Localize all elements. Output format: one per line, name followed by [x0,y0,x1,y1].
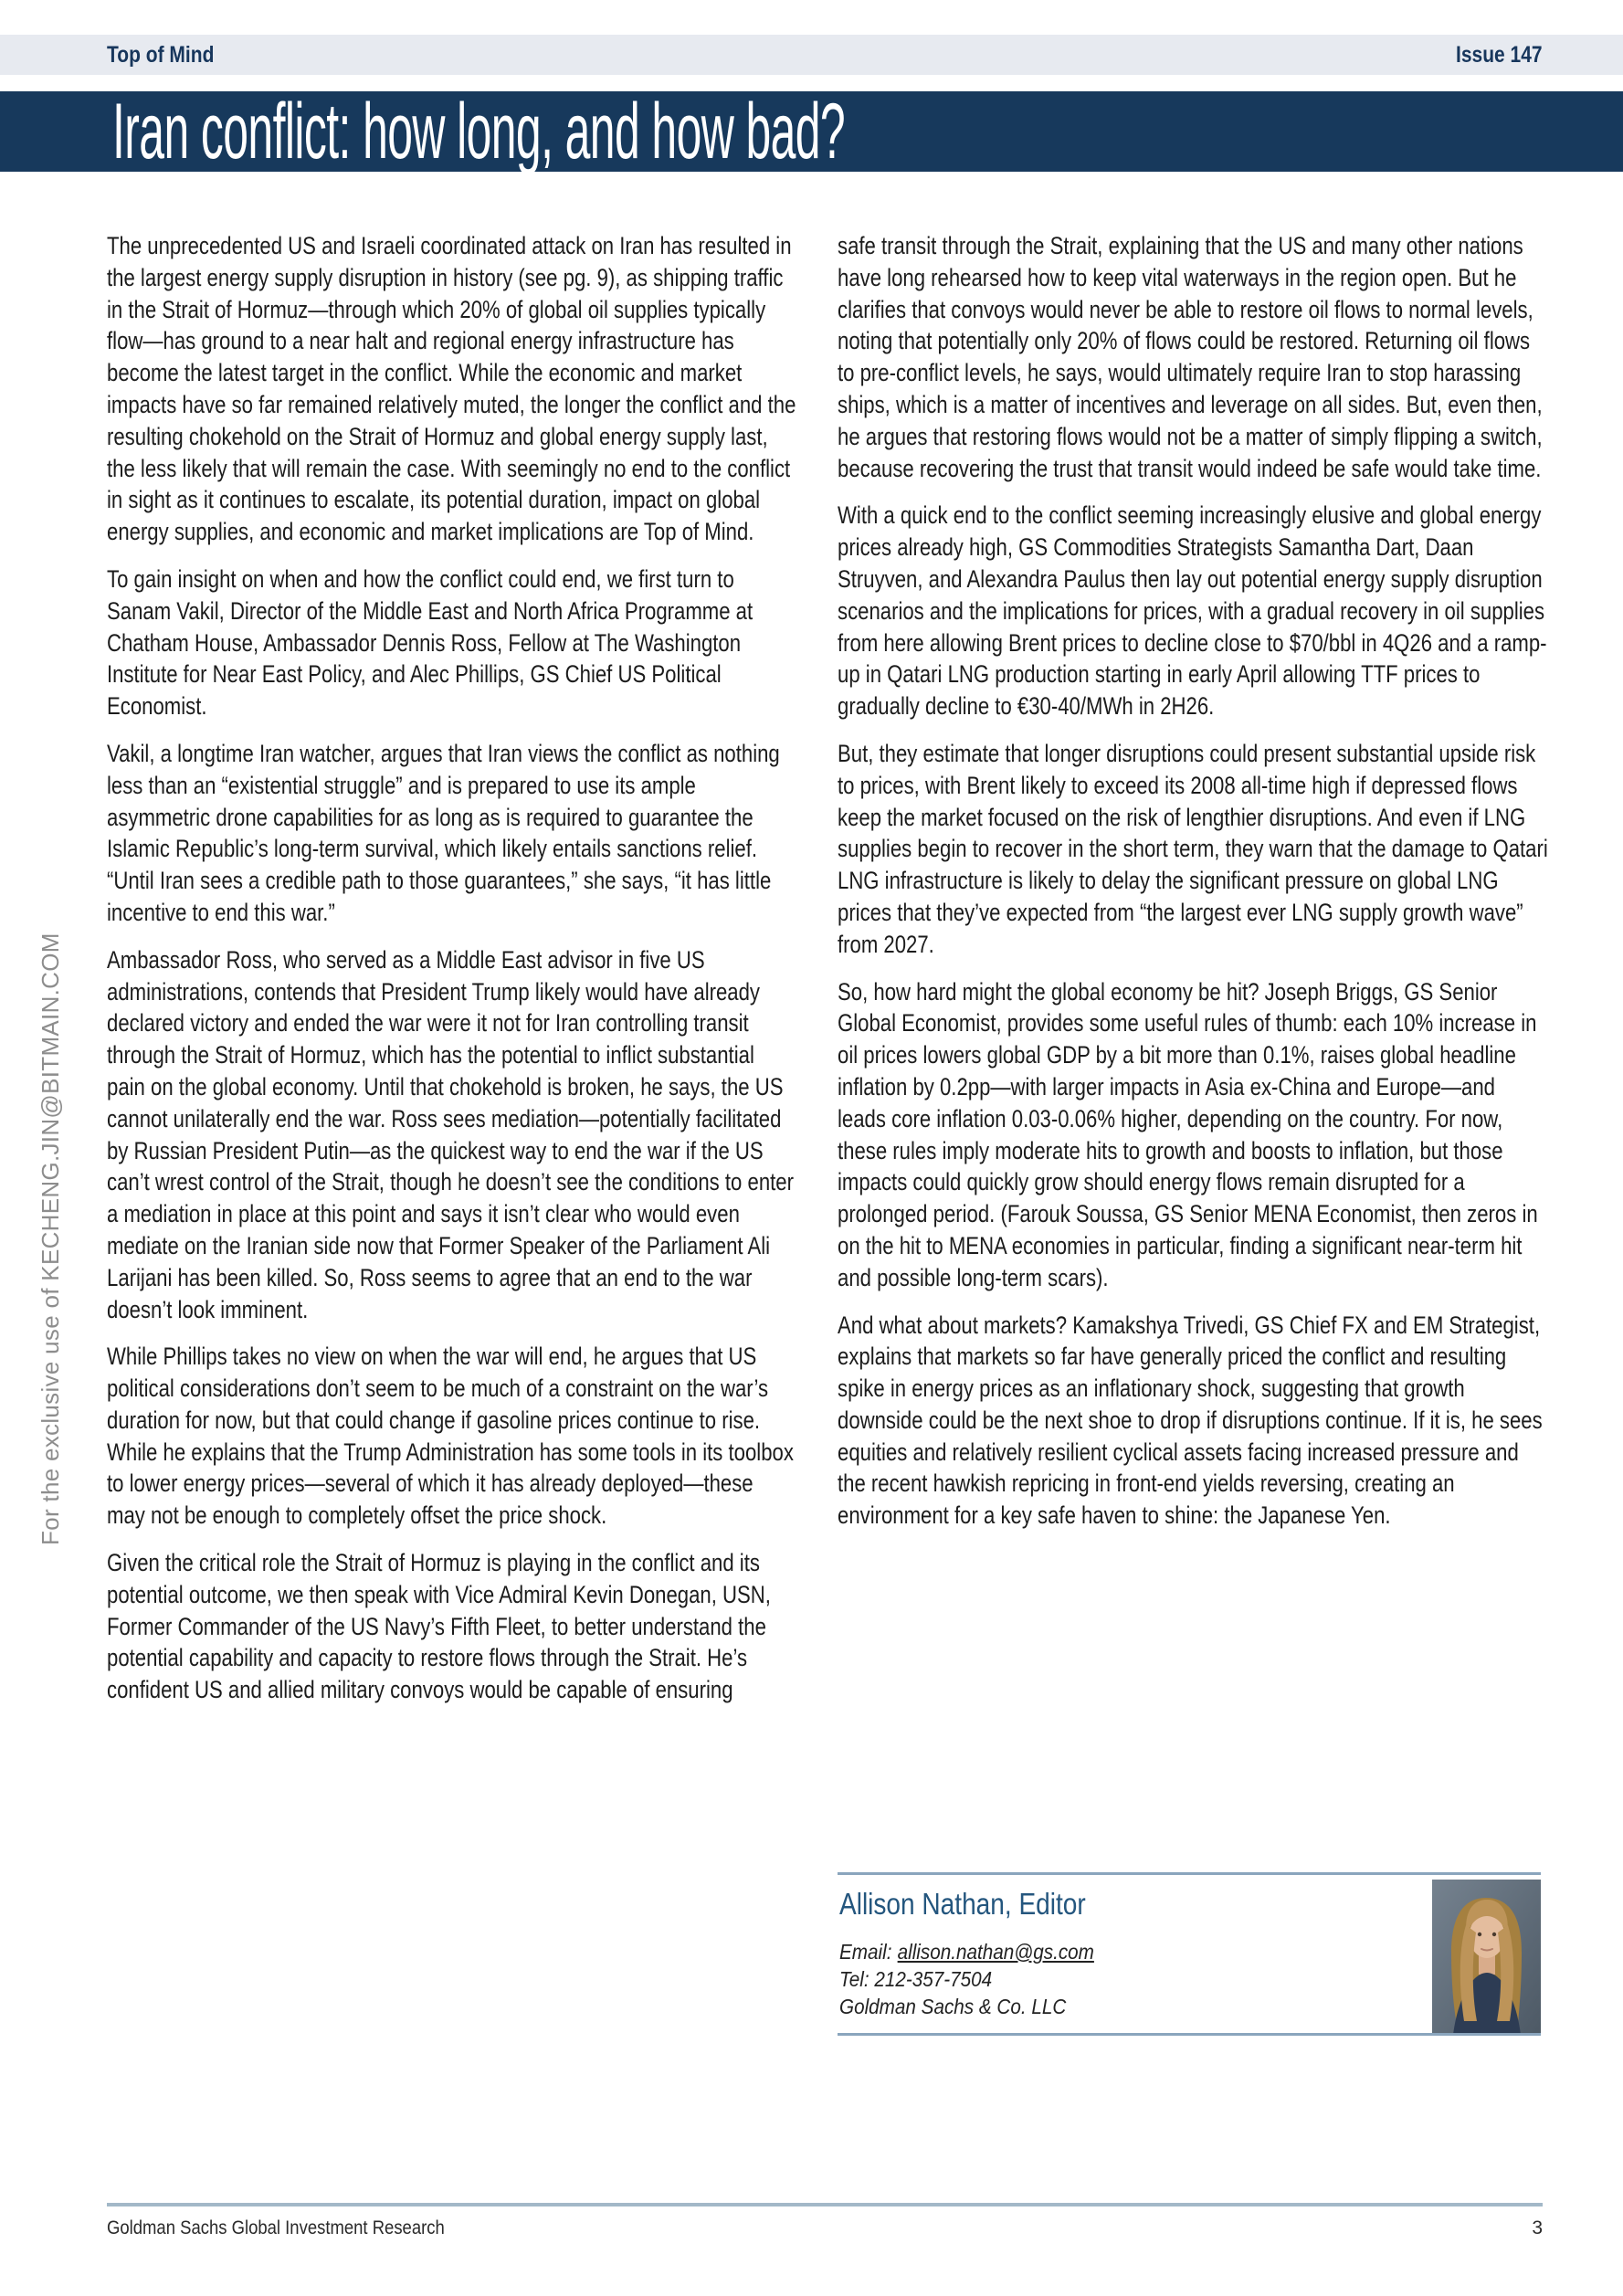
editor-box-bottom-rule [838,2033,1541,2036]
paragraph: And what about markets? Kamakshya Trivedi, GS Chief FX and EM Strategist, explains that markets so far have generally priced the conflict and resulting spike in energy prices as an inflationary shock, suggesting that growth downside could be the next shoe to drop if disruptions continue. If it is, he sees equities and relatively resilient cyclical assets facing increased pressure and the recent hawkish repricing in front-end yields reversing, creating an environment for a key safe haven to shine: the Japanese Yen. [838,1311,1543,1530]
title-banner [0,87,1623,175]
footer-source: Goldman Sachs Global Investment Research [107,2217,445,2238]
paragraph: With a quick end to the conflict seeming increasingly elusive and global energy prices already high, GS Commodities Strategists Samantha Dart, Daan Struyven, and Alexandra Paulus then lay out potential energy supply disruption scenarios and the implications for prices, with a gradual recovery in oil supplies from here allowing Brent prices to decline close to $70/bbl in 4Q26 and a ramp-up in Qatari LNG production starting in early April allowing TTF prices to gradually decline to €30-40/MWh in 2H26. [838,501,1547,721]
editor-name: Allison Nathan, Editor [839,1887,1086,1921]
editor-box-top-rule [838,1872,1541,1875]
page-title: Iran conflict: how long, and how bad? [112,87,846,175]
editor-contact [839,1938,1094,2020]
paragraph: Ambassador Ross, who served as a Middle East advisor in five US administrations, contends that President Trump likely would have already declared victory and ended the war were it not for Iran controlling transit through the Strait of Hormuz, which has the potential to inflict substantial pain on the global economy. Until that chokehold is broken, he says, the US cannot unilaterally end the war. Ross sees mediation—potentially facilitated by Russian President Putin—as the quickest way to end the war if the US can’t wrest control of the Strait, though he doesn’t see the conditions to enter a mediation in place at this point and says it isn’t clear who would even mediate on the Iranian side now that Former Speaker of the Parliament Ali Larijani has been killed. So, Ross seems to agree that an end to the war doesn’t look imminent. [107,945,794,1323]
editor-email-line [839,1938,1094,1965]
footer-page-number: 3 [1532,2217,1543,2238]
header-band [0,35,1623,75]
paragraph: safe transit through the Strait, explaining that the US and many other nations have long rehearsed how to keep vital waterways in the region open. But he clarifies that convoys would never be able to restore oil flows to normal levels, noting that potentially only 20% of flows could be restored. Returning oil flows to pre-conflict levels, he says, would ultimately require Iran to stop harassing ships, which is a matter of incentives and leverage on all sides. But, even then, he argues that restoring flows would not be a matter of simply flipping a switch, because recovering the trust that transit would indeed be safe would take time. [838,232,1543,482]
editor-company: Goldman Sachs & Co. LLC [839,1995,1067,2018]
email-label: Email: [839,1940,892,1964]
editor-portrait-photo [1432,1880,1541,2035]
paragraph: Given the critical role the Strait of Hormuz is playing in the conflict and its potential outcome, we then speak with Vice Admiral Kevin Donegan, USN, Former Commander of the US Navy’s Fifth Fleet, to better understand the potential capability and capacity to restore flows through the Strait. He’s confident US and allied military convoys would be capable of ensuring [107,1549,771,1704]
report-series-title: Top of Mind [107,42,215,68]
paragraph: The unprecedented US and Israeli coordinated attack on Iran has resulted in the largest energy supply disruption in history (see pg. 9), as shipping traffic in the Strait of Hormuz—through which 20% of global oil supplies typically flow—has ground to a near halt and regional energy infrastructure has become the latest target in the conflict. While the economic and market impacts have so far remained relatively muted, the longer the conflict and the resulting chokehold on the Strait of Hormuz and global energy supply last, the less likely that will remain the case. With seemingly no end to the conflict in sight as it continues to escalate, its potential duration, impact on global energy supplies, and economic and market implications are Top of Mind. [107,232,796,546]
paragraph: But, they estimate that longer disruptions could present substantial upside risk to prices, with Brent likely to exceed its 2008 all-time high if depressed flows keep the market focused on the risk of lengthier disruptions. And even if LNG supplies begin to recover in the short term, they warn that the damage to Qatari LNG infrastructure is likely to delay the significant pressure on global LNG prices that they’ve expected from “the largest ever LNG supply growth wave” from 2027. [838,739,1548,958]
paragraph: To gain insight on when and how the conflict could end, we first turn to Sanam Vakil, Director of the Middle East and North Africa Programme at Chatham House, Ambassador Dennis Ross, Fellow at The Washington Institute for Near East Policy, and Alec Phillips, GS Chief US Political Economist. [107,564,754,721]
paragraph: So, how hard might the global economy be hit? Joseph Briggs, GS Senior Global Economist, provides some useful rules of thumb: each 10% increase in oil prices lowers global GDP by a bit more than 0.1%, raises global headline inflation by 0.2pp—with larger impacts in Asia ex-China and Europe—and leads core inflation 0.03-0.06% higher, depending on the country. For now, these rules imply moderate hits to growth and boosts to inflation, but those impacts could quickly grow should energy flows remain disrupted for a prolonged period. (Farouk Soussa, GS Senior MENA Economist, then zeros in on the hit to MENA economies in particular, finding a significant near-term hit and possible long-term scars). [838,977,1538,1291]
column-right [838,230,1549,1547]
footer-rule [107,2203,1543,2206]
paragraph: Vakil, a longtime Iran watcher, argues that Iran views the conflict as nothing less than an “existential struggle” and is prepared to use its ample asymmetric drone capabilities for as long as is required to guarantee the Islamic Republic’s long-term survival, which likely entails sanctions relief. “Until Iran sees a credible path to those guarantees,” she says, “it has little incentive to end this war.” [107,739,780,926]
watermark-text: For the exclusive use of KECHENG.JIN@BITMAIN.COM [37,932,64,1545]
issue-number: Issue 147 [1456,42,1543,68]
editor-email-link[interactable]: allison.nathan@gs.com [897,1940,1094,1964]
editor-box [838,1872,1541,2036]
editor-tel: Tel: 212-357-7504 [839,1967,993,1991]
column-left [107,230,796,1722]
paragraph: While Phillips takes no view on when the war will end, he argues that US political considerations don’t seem to be much of a constraint on the war’s duration for now, but that could change if gasoline prices continue to rise. While he explains that the Trump Administration has some tools in its toolbox to lower energy prices—several of which it has already deployed—these may not be enough to completely offset the price shock. [107,1343,794,1530]
